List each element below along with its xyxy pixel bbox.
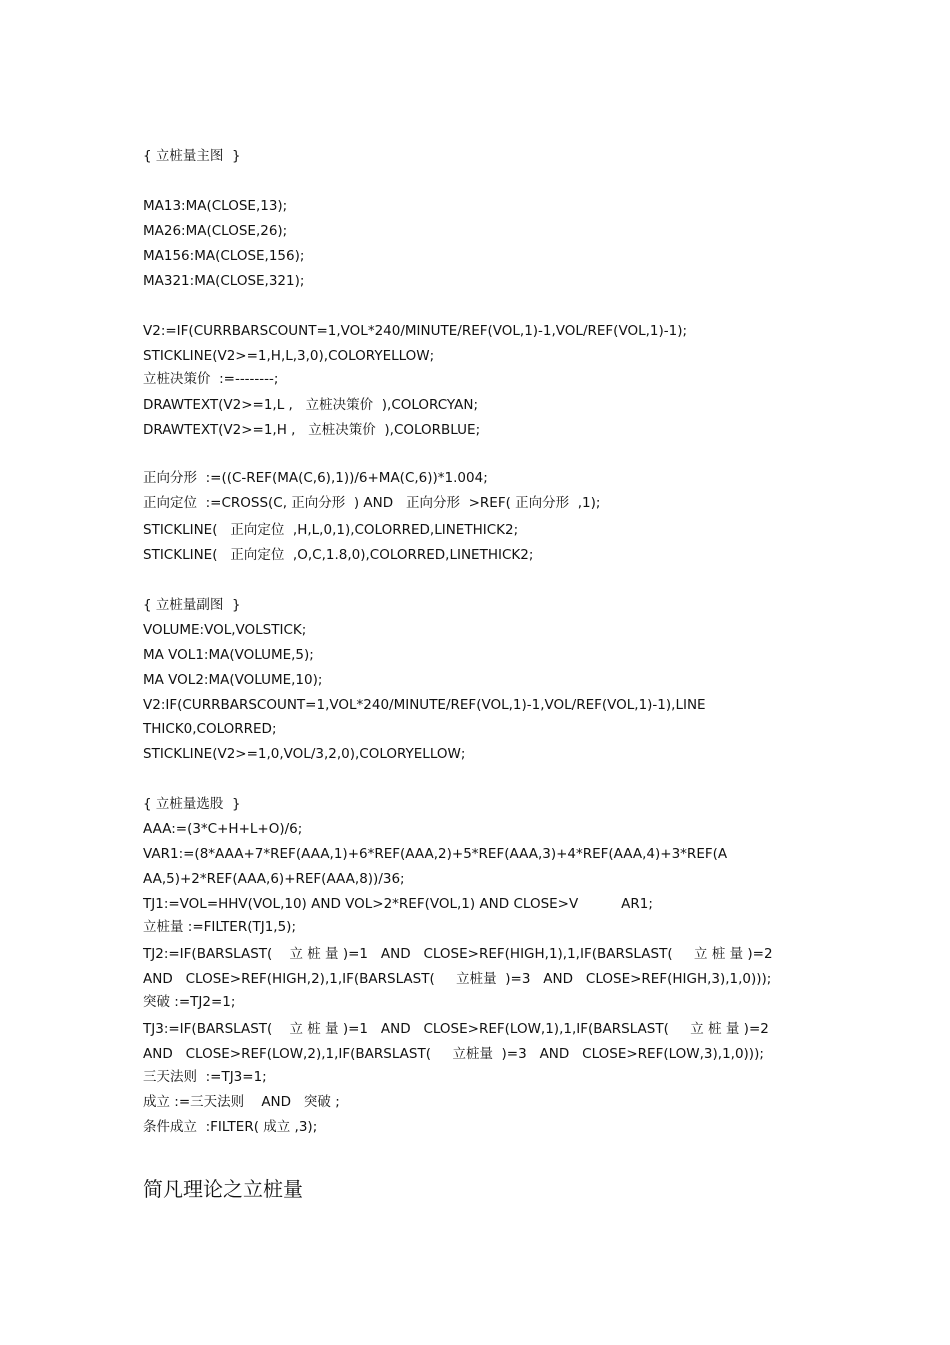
code-line: MA VOL1:MA(VOLUME,5); xyxy=(143,647,314,663)
code-line: TJ2:=IF(BARSLAST( 立 桩 量 )=1 AND CLOSE>REF(HIGH,1),1,IF(BARSLAST( 立 桩 量 )=2 xyxy=(143,946,773,962)
code-line: AA,5)+2*REF(AAA,6)+REF(AAA,8))/36; xyxy=(143,871,405,887)
code-line: MA321:MA(CLOSE,321); xyxy=(143,273,305,289)
code-line: STICKLINE( 正向定位 ,H,L,0,1),COLORRED,LINETHICK2; xyxy=(143,522,519,538)
code-line: MA13:MA(CLOSE,13); xyxy=(143,198,288,214)
code-line: { 立桩量副图 } xyxy=(143,597,241,613)
code-line: THICK0,COLORRED; xyxy=(143,721,277,737)
code-line: VAR1:=(8*AAA+7*REF(AAA,1)+6*REF(AAA,2)+5*REF(AAA,3)+4*REF(AAA,4)+3*REF(A xyxy=(143,846,728,862)
code-line: AND CLOSE>REF(HIGH,2),1,IF(BARSLAST( 立桩量 )=3 AND CLOSE>REF(HIGH,3),1,0))); xyxy=(143,971,772,987)
code-line: 正向分形 :=((C-REF(MA(C,6),1))/6+MA(C,6))*1.004; xyxy=(143,470,488,486)
code-line: 突破 :=TJ2=1; xyxy=(143,994,236,1010)
code-line: TJ1:=VOL=HHV(VOL,10) AND VOL>2*REF(VOL,1) AND CLOSE>V AR1; xyxy=(143,896,653,912)
code-line: TJ3:=IF(BARSLAST( 立 桩 量 )=1 AND CLOSE>REF(LOW,1),1,IF(BARSLAST( 立 桩 量 )=2 xyxy=(143,1021,769,1037)
code-line: AND CLOSE>REF(LOW,2),1,IF(BARSLAST( 立桩量 )=3 AND CLOSE>REF(LOW,3),1,0))); xyxy=(143,1046,764,1062)
code-line: 成立 :=三天法则 AND 突破 ; xyxy=(143,1094,340,1110)
code-line: DRAWTEXT(V2>=1,L , 立桩决策价 ),COLORCYAN; xyxy=(143,397,479,413)
code-line: VOLUME:VOL,VOLSTICK; xyxy=(143,622,307,638)
code-line: MA VOL2:MA(VOLUME,10); xyxy=(143,672,323,688)
code-line: AAA:=(3*C+H+L+O)/6; xyxy=(143,821,303,837)
code-line: DRAWTEXT(V2>=1,H , 立桩决策价 ),COLORBLUE; xyxy=(143,422,481,438)
code-line: STICKLINE(V2>=1,H,L,3,0),COLORYELLOW; xyxy=(143,348,435,364)
section-heading: 简凡理论之立桩量 xyxy=(143,1177,303,1201)
code-line: MA156:MA(CLOSE,156); xyxy=(143,248,305,264)
code-line: STICKLINE(V2>=1,0,VOL/3,2,0),COLORYELLOW; xyxy=(143,746,466,762)
code-line: 条件成立 :FILTER( 成立 ,3); xyxy=(143,1119,318,1135)
code-line: V2:=IF(CURRBARSCOUNT=1,VOL*240/MINUTE/REF(VOL,1)-1,VOL/REF(VOL,1)-1); xyxy=(143,323,688,339)
code-line: { 立桩量主图 } xyxy=(143,148,241,164)
code-line: { 立桩量选股 } xyxy=(143,796,241,812)
code-line: 立桩量 :=FILTER(TJ1,5); xyxy=(143,919,296,935)
code-line: V2:IF(CURRBARSCOUNT=1,VOL*240/MINUTE/REF(VOL,1)-1,VOL/REF(VOL,1)-1),LINE xyxy=(143,697,706,713)
code-line: 三天法则 :=TJ3=1; xyxy=(143,1069,267,1085)
code-line: STICKLINE( 正向定位 ,O,C,1.8,0),COLORRED,LINETHICK2; xyxy=(143,547,534,563)
code-line: 立桩决策价 :=--------; xyxy=(143,371,279,387)
code-line: 正向定位 :=CROSS(C, 正向分形 ) AND 正向分形 >REF( 正向分形 ,1); xyxy=(143,495,601,511)
code-line: MA26:MA(CLOSE,26); xyxy=(143,223,288,239)
